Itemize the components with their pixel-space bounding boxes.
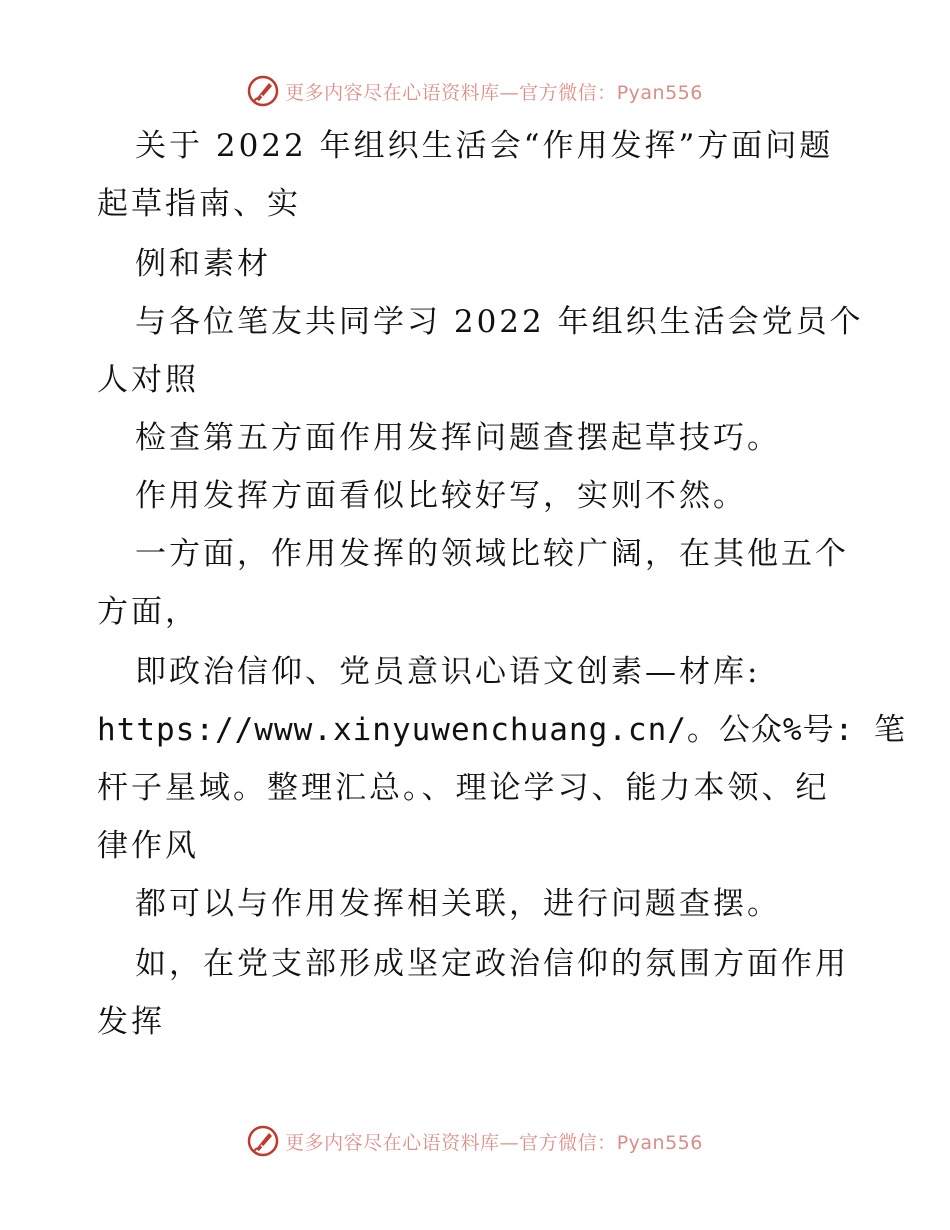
body-line: 发挥	[97, 1004, 165, 1040]
header-banner	[0, 71, 950, 111]
body-line: 作用发挥方面看似比较好写，实则不然。	[135, 478, 747, 514]
header-wechat-id: Pyan556	[616, 81, 703, 104]
quill-pen-logo-icon	[247, 1125, 279, 1157]
body-line: 关于 2022 年组织生活会“作用发挥”方面问题	[135, 128, 834, 164]
body-line: 即政治信仰、党员意识心语文创素—材库:	[135, 654, 761, 690]
footer-site-text: 更多内容尽在心语资料库	[285, 1131, 500, 1154]
footer-separator: —	[499, 1131, 520, 1154]
body-line: 检查第五方面作用发挥问题查摆起草技巧。	[135, 420, 781, 456]
body-line: 人对照	[97, 362, 199, 398]
header-separator: —	[499, 81, 520, 104]
body-line: 如，在党支部形成坚定政治信仰的氛围方面作用	[135, 946, 849, 982]
body-line: 都可以与作用发挥相关联，进行问题查摆。	[135, 886, 781, 922]
header-site-text: 更多内容尽在心语资料库	[285, 81, 500, 104]
footer-banner	[0, 1121, 950, 1161]
footer-wechat-label: 官方微信：	[519, 1131, 617, 1154]
body-line: 方面，	[97, 594, 199, 630]
body-line: 起草指南、实	[97, 186, 301, 222]
body-line-url: https://www.xinyuwenchuang.cn/。公众%号: 笔	[97, 712, 906, 748]
body-line: 律作风	[97, 828, 199, 864]
header-wechat-label: 官方微信：	[519, 81, 617, 104]
quill-pen-logo-icon	[247, 75, 279, 107]
body-line: 一方面，作用发挥的领域比较广阔，在其他五个	[135, 536, 849, 572]
body-line: 与各位笔友共同学习 2022 年组织生活会党员个	[135, 304, 864, 340]
footer-text	[285, 1128, 703, 1155]
body-line: 杆子星域。整理汇总。、理论学习、能力本领、纪	[97, 770, 830, 806]
header-text	[285, 78, 703, 105]
body-line: 例和素材	[135, 246, 271, 282]
footer-wechat-id: Pyan556	[616, 1131, 703, 1154]
